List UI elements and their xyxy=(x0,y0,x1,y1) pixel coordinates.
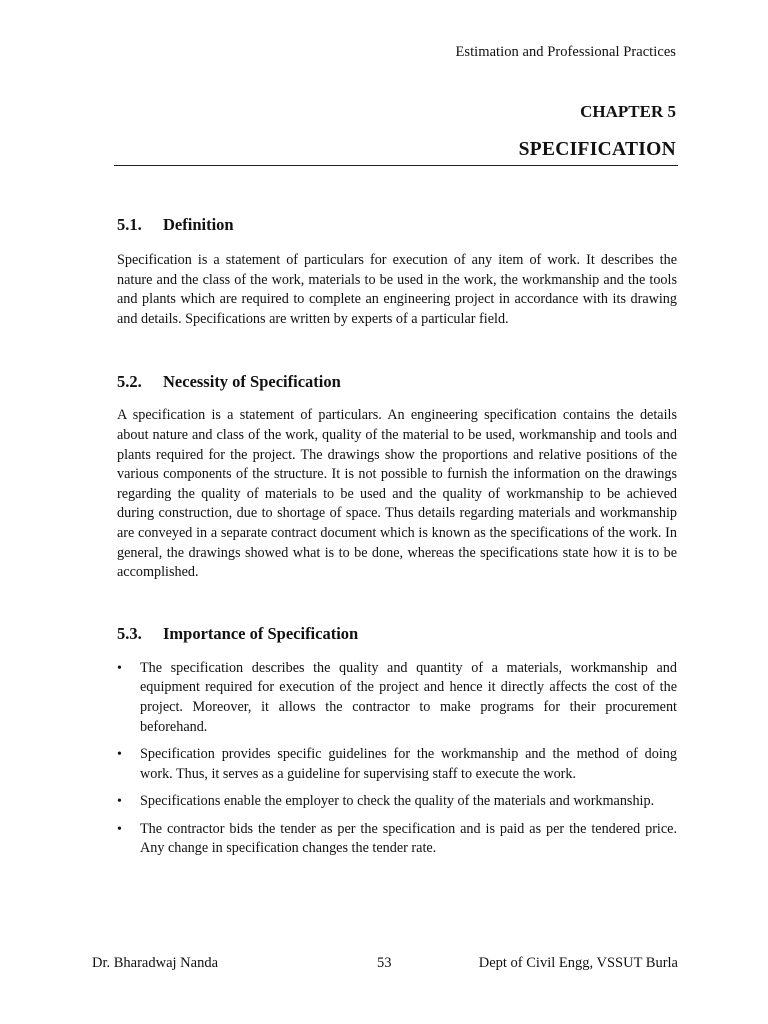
bullet-icon: • xyxy=(117,821,122,837)
chapter-title: SPECIFICATION xyxy=(518,139,676,160)
section-number: 5.2. xyxy=(117,372,142,392)
importance-bullet-list xyxy=(117,659,677,859)
footer-department: Dept of Civil Engg, VSSUT Burla xyxy=(478,955,678,971)
title-divider xyxy=(114,165,678,166)
section-title: Definition xyxy=(163,215,234,234)
definition-paragraph: Specification is a statement of particulars for execution of any item of work. It describes the nature and the class of the work, materials to be used in the work, the workmanship and the tools and plants which are required to complete an engineering project in accordance with its drawing and details. Specifications are written by experts of a particular field. xyxy=(117,252,677,327)
running-header: Estimation and Professional Practices xyxy=(455,44,676,60)
section-heading-importance xyxy=(117,621,677,647)
footer-author: Dr. Bharadwaj Nanda xyxy=(92,955,219,971)
list-item-text: Specifications enable the employer to check the quality of the materials and workmanship. xyxy=(140,793,655,810)
page-number: 53 xyxy=(377,955,392,971)
section-heading-necessity xyxy=(117,369,677,395)
section-heading-definition xyxy=(117,212,677,238)
list-item-text: Specification provides specific guidelines for the workmanship and the method of doing work. Thus, it serves as a guideline for supervising staff to execute the work. xyxy=(140,746,677,782)
list-item-text: The specification describes the quality and quantity of a materials, workmanship and equipment required for execution of the project and hence it directly affects the cost of the project. Moreover, it allows the contractor to make programs for their procurement beforehand. xyxy=(140,659,677,735)
page-footer xyxy=(92,955,678,975)
necessity-paragraph: A specification is a statement of particulars. An engineering specification contains the details about nature and class of the work, quality of the material to be used, workmanship and tools and plants required for the project. The drawings show the proportions and relative positions of the various components of the structure. It is not possible to furnish the information on the drawings regarding the quality of materials to be used and the quality of workmanship to be achieved during construction, due to shortage of space. Thus details regarding materials and workmanship are conveyed in a separate contract document which is known as the specifications of the work. In general, the drawings showed what is to be done, whereas the specifications state how it is to be accomplished. xyxy=(117,407,677,581)
section-title: Importance of Specification xyxy=(163,623,359,643)
list-item xyxy=(117,659,677,737)
bullet-icon: • xyxy=(117,794,122,810)
chapter-label: CHAPTER 5 xyxy=(580,102,676,121)
list-item-text: The contractor bids the tender as per the specification and is paid as per the tendered price. Any change in specification changes the tender rate. xyxy=(140,820,677,857)
chapter-content xyxy=(117,212,677,867)
bullet-icon: • xyxy=(117,660,122,676)
bullet-icon: • xyxy=(117,747,122,763)
list-item xyxy=(117,792,677,812)
list-item xyxy=(117,820,677,859)
list-item xyxy=(117,745,677,784)
section-number: 5.1. xyxy=(117,215,142,234)
section-number: 5.3. xyxy=(117,623,142,643)
section-title: Necessity of Specification xyxy=(163,372,341,392)
